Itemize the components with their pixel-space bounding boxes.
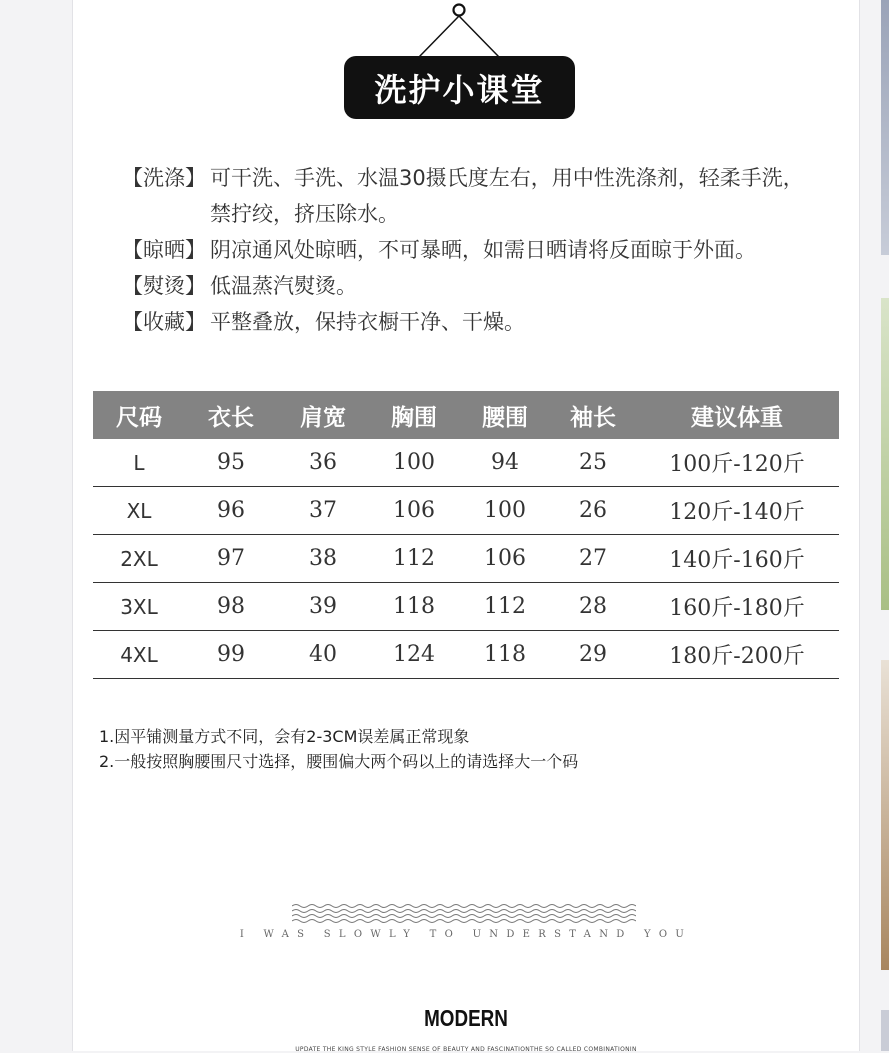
table-cell: L: [93, 439, 185, 487]
table-cell: 96: [185, 487, 277, 535]
table-cell: 26: [551, 487, 635, 535]
header-weight: 建议体重: [635, 391, 839, 439]
care-text: 阴凉通风处晾晒，不可暴晒，如需日晒请将反面晾于外面。: [210, 238, 756, 262]
table-cell: 28: [551, 583, 635, 631]
care-text: 平整叠放，保持衣橱干净、干燥。: [210, 310, 525, 334]
table-cell: 160斤-180斤: [635, 583, 839, 631]
table-row: [93, 535, 839, 583]
header-length: 衣长: [185, 391, 277, 439]
table-cell: 118: [369, 583, 459, 631]
care-text: 可干洗、手洗、水温30摄氏度左右，用中性洗涤剂，轻柔手洗，禁拧绞，挤压除水。: [210, 166, 804, 226]
table-cell: XL: [93, 487, 185, 535]
size-table-header: [93, 391, 839, 439]
table-cell: 118: [459, 631, 551, 679]
size-notes: [99, 724, 578, 774]
header-sleeve: 袖长: [551, 391, 635, 439]
side-thumbnail-strip[interactable]: [881, 0, 889, 1051]
header-size: 尺码: [93, 391, 185, 439]
table-row: [93, 631, 839, 679]
header-shoulder: 肩宽: [277, 391, 369, 439]
care-row-dry: [122, 232, 810, 268]
table-cell: 29: [551, 631, 635, 679]
size-chart-table: [93, 391, 839, 679]
care-row-storage: [122, 304, 810, 340]
tagline: I WAS SLOWLY TO UNDERSTAND YOU: [239, 929, 693, 940]
table-cell: 2XL: [93, 535, 185, 583]
side-thumbnail[interactable]: [881, 660, 889, 970]
table-cell: 39: [277, 583, 369, 631]
side-thumbnail[interactable]: [881, 1010, 889, 1051]
table-cell: 36: [277, 439, 369, 487]
header-chest: 胸围: [369, 391, 459, 439]
table-cell: 4XL: [93, 631, 185, 679]
table-cell: 124: [369, 631, 459, 679]
table-row: [93, 583, 839, 631]
care-tag: 【晾晒】: [122, 238, 206, 262]
care-tag: 【洗涤】: [122, 166, 206, 190]
header-waist: 腰围: [459, 391, 551, 439]
table-cell: 37: [277, 487, 369, 535]
table-cell: 3XL: [93, 583, 185, 631]
table-row: [93, 439, 839, 487]
table-cell: 38: [277, 535, 369, 583]
care-tag: 【熨烫】: [122, 274, 206, 298]
table-cell: 112: [369, 535, 459, 583]
side-thumbnail[interactable]: [881, 298, 889, 610]
table-cell: 106: [369, 487, 459, 535]
table-cell: 120斤-140斤: [635, 487, 839, 535]
note-line: 2.一般按照胸腰围尺寸选择，腰围偏大两个码以上的请选择大一个码: [99, 752, 579, 771]
care-tag: 【收藏】: [122, 310, 206, 334]
care-instructions: [122, 160, 810, 340]
table-cell: 27: [551, 535, 635, 583]
table-cell: 140斤-160斤: [635, 535, 839, 583]
hanger-icon: [414, 0, 504, 60]
side-thumbnail[interactable]: [881, 0, 889, 255]
brand-logo: MODERN: [424, 1005, 508, 1031]
care-row-wash: [122, 160, 810, 232]
table-cell: 100: [369, 439, 459, 487]
table-cell: 25: [551, 439, 635, 487]
care-title-sign: 洗护小课堂: [344, 56, 575, 119]
care-text: 低温蒸汽熨烫。: [210, 274, 357, 298]
table-cell: 95: [185, 439, 277, 487]
table-cell: 99: [185, 631, 277, 679]
table-cell: 100: [459, 487, 551, 535]
table-cell: 180斤-200斤: [635, 631, 839, 679]
brand-subtitle: UPDATE THE KING STYLE FASHION SENSE OF BEAUTY AND FASCINATIONTHE SO CALLED COMBINATIONIN: [295, 1046, 637, 1053]
table-cell: 100斤-120斤: [635, 439, 839, 487]
table-cell: 98: [185, 583, 277, 631]
table-cell: 112: [459, 583, 551, 631]
table-row: [93, 487, 839, 535]
table-cell: 40: [277, 631, 369, 679]
table-cell: 94: [459, 439, 551, 487]
table-cell: 97: [185, 535, 277, 583]
care-row-iron: [122, 268, 810, 304]
table-cell: 106: [459, 535, 551, 583]
wave-decoration-icon: [292, 903, 636, 925]
note-line: 1.因平铺测量方式不同，会有2-3CM误差属正常现象: [99, 727, 470, 746]
